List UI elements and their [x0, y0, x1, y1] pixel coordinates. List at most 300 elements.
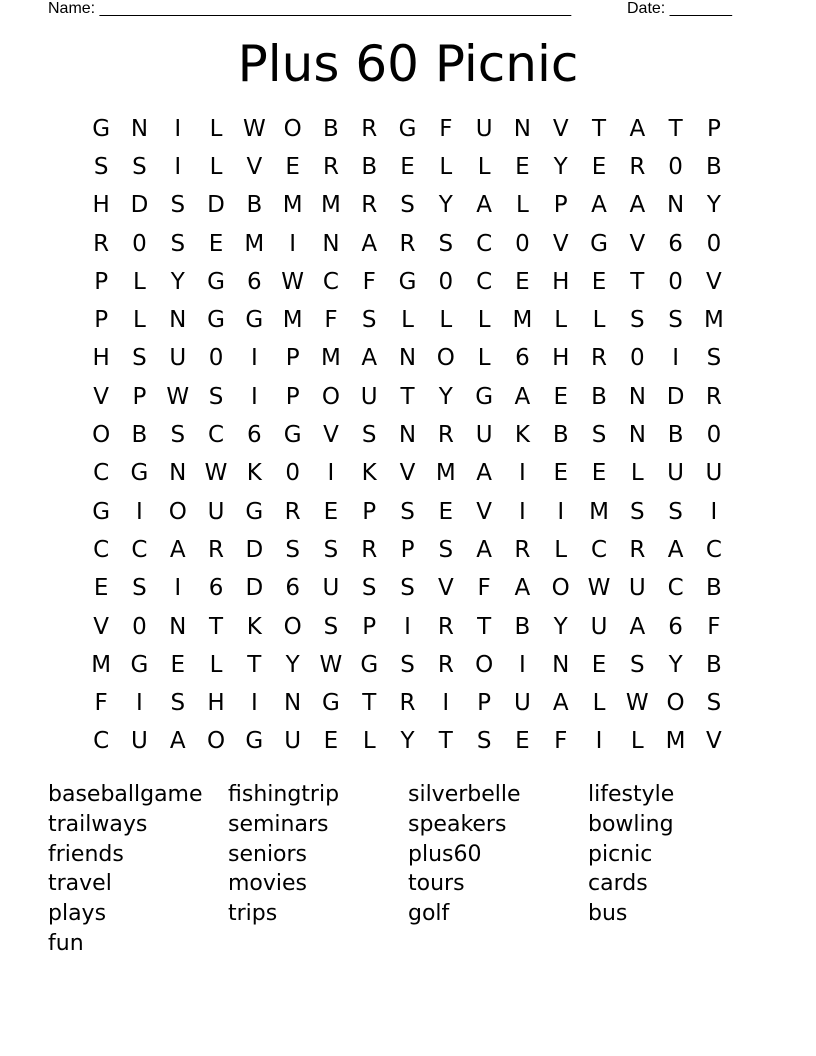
grid-letter: C	[93, 536, 110, 563]
grid-letter: V	[476, 498, 492, 525]
grid-letter: F	[477, 575, 491, 602]
grid-letter: W	[242, 115, 266, 142]
grid-letter: G	[590, 230, 608, 257]
grid-letter: C	[667, 575, 684, 602]
word-bank-item: fun	[48, 930, 84, 956]
grid-letter: O	[436, 345, 455, 372]
grid-letter: H	[552, 268, 570, 295]
grid-letter: V	[437, 575, 454, 602]
date-field: Date: _______	[627, 0, 732, 17]
word-bank-item: movies	[228, 871, 308, 897]
grid-letter: 0	[515, 230, 530, 257]
grid-letter: L	[477, 153, 491, 180]
word-bank-item: speakers	[408, 811, 507, 837]
grid-letter: G	[130, 651, 149, 678]
grid-letter: U	[131, 728, 148, 755]
grid-letter: V	[552, 115, 569, 142]
grid-letter: C	[93, 460, 110, 487]
grid-letter: N	[284, 690, 302, 717]
grid-letter: A	[476, 536, 492, 563]
grid-letter: N	[666, 192, 685, 219]
grid-letter: P	[132, 383, 147, 410]
grid-letter: T	[362, 690, 377, 717]
grid-letter: U	[628, 575, 646, 602]
grid-letter: H	[207, 690, 225, 717]
grid-letter: S	[361, 422, 377, 449]
grid-letter: Y	[170, 268, 185, 295]
grid-letter: C	[476, 268, 493, 295]
grid-letter: U	[169, 345, 187, 372]
grid-letter: T	[668, 115, 683, 142]
grid-letter: E	[591, 460, 607, 487]
grid-letter: Y	[438, 192, 453, 219]
grid-letter: D	[130, 192, 149, 219]
grid-letter: N	[552, 651, 570, 678]
grid-letter: I	[404, 613, 411, 640]
grid-letter: E	[323, 498, 339, 525]
grid-letter: A	[591, 192, 607, 219]
grid-letter: O	[666, 690, 685, 717]
grid-letter: I	[136, 498, 143, 525]
grid-letter: M	[665, 728, 686, 755]
grid-letter: G	[245, 307, 264, 334]
grid-letter: S	[706, 690, 722, 717]
word-bank	[48, 780, 768, 959]
grid-letter: L	[592, 307, 606, 334]
grid-letter: I	[174, 153, 182, 180]
grid-letter: F	[324, 307, 338, 334]
grid-letter: G	[398, 115, 417, 142]
grid-letter: A	[476, 192, 492, 219]
grid-letter: N	[169, 460, 187, 487]
grid-letter: V	[323, 422, 339, 449]
grid-letter: L	[630, 728, 644, 755]
grid-letter: W	[281, 268, 304, 295]
grid-letter: S	[706, 345, 722, 372]
grid-letter: F	[362, 268, 376, 295]
grid-letter: B	[323, 115, 339, 142]
grid-letter: Y	[553, 153, 568, 180]
grid-letter: G	[130, 460, 149, 487]
grid-letter: T	[630, 268, 645, 295]
word-bank-item: bowling	[588, 811, 674, 837]
word-bank-item: friends	[48, 841, 124, 867]
grid-letter: B	[706, 651, 722, 678]
grid-letter: W	[587, 575, 611, 602]
grid-letter: L	[401, 307, 414, 334]
word-bank-item: tours	[408, 871, 465, 897]
word-bank-item: travel	[48, 871, 112, 897]
grid-letter: O	[551, 575, 570, 602]
grid-letter: S	[208, 383, 224, 410]
grid-letter: A	[667, 536, 684, 563]
grid-letter: A	[629, 613, 646, 640]
grid-letter: T	[209, 613, 224, 640]
grid-letter: 6	[285, 575, 300, 602]
grid-letter: I	[174, 115, 182, 142]
grid-letter: P	[285, 383, 300, 410]
grid-letter: L	[630, 460, 644, 487]
grid-letter: A	[514, 383, 531, 410]
grid-letter: E	[553, 383, 568, 410]
grid-letter: S	[630, 498, 645, 525]
grid-letter: I	[136, 690, 143, 717]
grid-letter: V	[552, 230, 569, 257]
grid-letter: R	[705, 383, 722, 410]
letter-grid	[82, 110, 733, 761]
grid-letter: S	[132, 345, 147, 372]
grid-letter: E	[515, 728, 530, 755]
grid-letter: E	[591, 268, 607, 295]
grid-letter: L	[362, 728, 376, 755]
grid-letter: S	[668, 498, 683, 525]
grid-letter: L	[133, 307, 146, 334]
word-bank-item: fishingtrip	[228, 782, 340, 807]
grid-letter: U	[475, 422, 493, 449]
grid-letter: A	[169, 536, 186, 563]
grid-letter: S	[400, 575, 415, 602]
grid-letter: H	[92, 345, 110, 372]
word-bank-item: lifestyle	[588, 782, 675, 807]
grid-letter: G	[360, 651, 379, 678]
grid-letter: V	[246, 153, 263, 180]
grid-letter: I	[250, 383, 258, 410]
grid-letter: S	[93, 153, 109, 180]
grid-letter: U	[207, 498, 225, 525]
grid-letter: P	[706, 115, 721, 142]
word-bank-item: silverbelle	[408, 782, 521, 807]
grid-letter: K	[246, 613, 262, 640]
grid-letter: U	[590, 613, 608, 640]
grid-letter: V	[706, 728, 722, 755]
grid-letter: Y	[668, 651, 683, 678]
grid-letter: S	[323, 613, 339, 640]
grid-letter: U	[513, 690, 531, 717]
grid-letter: R	[284, 498, 301, 525]
grid-letter: O	[283, 115, 302, 142]
grid-letter: N	[513, 115, 532, 142]
grid-letter: P	[362, 613, 377, 640]
word-bank-item: bus	[588, 901, 628, 927]
grid-letter: Y	[553, 613, 568, 640]
grid-letter: P	[362, 498, 377, 525]
grid-letter: S	[170, 690, 186, 717]
grid-letter: 0	[668, 153, 683, 180]
grid-letter: M	[435, 460, 456, 487]
grid-letter: Y	[438, 383, 453, 410]
grid-letter: B	[706, 575, 722, 602]
grid-letter: I	[250, 345, 258, 372]
grid-letter: O	[168, 498, 187, 525]
grid-letter: A	[629, 192, 646, 219]
grid-letter: S	[323, 536, 339, 563]
grid-letter: E	[400, 153, 415, 180]
grid-letter: K	[514, 422, 530, 449]
grid-letter: R	[208, 536, 225, 563]
grid-letter: S	[400, 498, 415, 525]
grid-letter: E	[285, 153, 300, 180]
grid-letter: S	[630, 307, 645, 334]
grid-letter: R	[361, 192, 378, 219]
grid-letter: M	[703, 307, 724, 334]
grid-letter: A	[514, 575, 531, 602]
word-bank-item: seniors	[228, 841, 308, 867]
grid-letter: V	[93, 613, 110, 640]
grid-letter: I	[327, 460, 335, 487]
grid-letter: G	[207, 268, 225, 295]
grid-letter: T	[477, 613, 492, 640]
grid-letter: G	[92, 115, 111, 142]
grid-letter: G	[207, 307, 225, 334]
grid-letter: R	[629, 153, 646, 180]
grid-letter: D	[666, 383, 685, 410]
grid-letter: P	[477, 690, 492, 717]
grid-letter: S	[438, 230, 454, 257]
grid-letter: O	[321, 383, 340, 410]
word-bank-item: golf	[408, 901, 450, 927]
grid-letter: 0	[285, 460, 300, 487]
grid-letter: E	[170, 651, 186, 678]
grid-letter: P	[400, 536, 415, 563]
grid-letter: O	[475, 651, 494, 678]
grid-letter: U	[360, 383, 378, 410]
grid-letter: B	[514, 613, 531, 640]
grid-letter: S	[591, 422, 607, 449]
grid-letter: L	[592, 690, 606, 717]
grid-letter: 6	[515, 345, 530, 372]
grid-letter: R	[514, 536, 531, 563]
grid-letter: R	[437, 613, 454, 640]
grid-letter: D	[207, 192, 225, 219]
grid-letter: M	[589, 498, 609, 525]
grid-letter: I	[595, 728, 603, 755]
grid-letter: W	[166, 383, 190, 410]
grid-letter: S	[400, 192, 415, 219]
grid-letter: E	[438, 498, 454, 525]
grid-letter: 6	[668, 230, 683, 257]
grid-letter: F	[94, 690, 108, 717]
grid-letter: G	[245, 728, 264, 755]
grid-letter: S	[170, 192, 186, 219]
grid-letter: T	[247, 651, 262, 678]
grid-letter: L	[209, 115, 223, 142]
grid-letter: G	[245, 498, 264, 525]
grid-letter: E	[323, 728, 339, 755]
grid-letter: 0	[706, 422, 722, 449]
grid-letter: V	[706, 268, 722, 295]
grid-letter: O	[283, 613, 302, 640]
grid-letter: S	[361, 575, 377, 602]
grid-letter: L	[554, 307, 568, 334]
word-bank-item: picnic	[588, 841, 653, 867]
grid-letter: B	[361, 153, 378, 180]
grid-letter: N	[169, 613, 187, 640]
grid-letter: N	[398, 345, 417, 372]
grid-letter: G	[398, 268, 417, 295]
grid-letter: U	[322, 575, 340, 602]
grid-letter: S	[476, 728, 492, 755]
grid-letter: R	[399, 690, 416, 717]
grid-letter: R	[361, 536, 378, 563]
grid-letter: L	[439, 307, 453, 334]
grid-letter: S	[170, 422, 186, 449]
grid-letter: R	[629, 536, 646, 563]
grid-letter: I	[519, 498, 526, 525]
grid-letter: E	[515, 153, 530, 180]
grid-letter: 0	[208, 345, 224, 372]
grid-letter: A	[476, 460, 492, 487]
grid-letter: E	[553, 460, 568, 487]
grid-letter: A	[169, 728, 186, 755]
grid-letter: Y	[285, 651, 300, 678]
grid-letter: E	[93, 575, 109, 602]
grid-letter: Y	[706, 192, 721, 219]
grid-letter: H	[92, 192, 110, 219]
grid-letter: S	[132, 153, 147, 180]
grid-letter: G	[322, 690, 340, 717]
grid-letter: S	[438, 536, 454, 563]
grid-letter: 6	[668, 613, 683, 640]
grid-letter: U	[667, 460, 685, 487]
grid-letter: A	[361, 345, 378, 372]
grid-letter: S	[400, 651, 415, 678]
grid-letter: R	[399, 230, 416, 257]
grid-letter: E	[208, 230, 224, 257]
grid-letter: S	[361, 307, 377, 334]
grid-letter: N	[130, 115, 149, 142]
grid-letter: A	[552, 690, 569, 717]
grid-letter: 6	[247, 268, 262, 295]
grid-letter: I	[519, 651, 526, 678]
grid-letter: I	[557, 498, 565, 525]
grid-letter: Y	[400, 728, 415, 755]
grid-letter: N	[628, 422, 646, 449]
grid-letter: N	[169, 307, 187, 334]
grid-letter: 0	[629, 345, 645, 372]
grid-letter: O	[92, 422, 111, 449]
grid-letter: L	[477, 345, 491, 372]
grid-letter: I	[519, 460, 526, 487]
word-bank-item: trips	[228, 901, 278, 927]
grid-letter: E	[591, 153, 607, 180]
word-bank-item: baseballgame	[48, 782, 203, 807]
grid-letter: A	[629, 115, 646, 142]
grid-letter: B	[552, 422, 569, 449]
grid-letter: W	[204, 460, 228, 487]
grid-letter: P	[94, 268, 109, 295]
grid-letter: R	[361, 115, 378, 142]
word-bank-item: plus60	[408, 841, 482, 867]
grid-letter: B	[131, 422, 148, 449]
grid-letter: C	[131, 536, 148, 563]
grid-letter: D	[245, 575, 264, 602]
grid-letter: F	[554, 728, 568, 755]
grid-letter: G	[475, 383, 494, 410]
grid-letter: M	[282, 307, 303, 334]
grid-letter: M	[321, 192, 341, 219]
grid-letter: C	[93, 728, 110, 755]
grid-letter: T	[591, 115, 607, 142]
grid-letter: H	[552, 345, 570, 372]
grid-letter: K	[361, 460, 377, 487]
grid-letter: R	[93, 230, 110, 257]
grid-letter: I	[174, 575, 182, 602]
grid-letter: S	[285, 536, 300, 563]
grid-letter: A	[361, 230, 378, 257]
grid-letter: L	[554, 536, 568, 563]
grid-letter: I	[710, 498, 718, 525]
grid-letter: W	[319, 651, 343, 678]
grid-letter: 0	[132, 613, 147, 640]
grid-letter: 6	[208, 575, 224, 602]
page-title: Plus 60 Picnic	[237, 35, 579, 93]
grid-letter: U	[705, 460, 723, 487]
grid-letter: N	[628, 383, 646, 410]
grid-letter: E	[515, 268, 530, 295]
grid-letter: I	[672, 345, 679, 372]
grid-letter: L	[209, 153, 223, 180]
grid-letter: F	[439, 115, 453, 142]
grid-letter: M	[512, 307, 533, 334]
grid-letter: V	[93, 383, 110, 410]
word-bank-item: plays	[48, 901, 107, 927]
grid-letter: C	[705, 536, 722, 563]
word-bank-item: cards	[588, 871, 648, 897]
grid-letter: P	[553, 192, 568, 219]
grid-letter: S	[668, 307, 683, 334]
grid-letter: G	[92, 498, 111, 525]
grid-letter: P	[94, 307, 109, 334]
word-bank-item: trailways	[48, 811, 148, 837]
grid-letter: U	[284, 728, 302, 755]
grid-letter: L	[439, 153, 453, 180]
name-field: Name: _____________________________________________________	[48, 0, 572, 17]
grid-letter: T	[438, 728, 453, 755]
grid-letter: C	[208, 422, 225, 449]
grid-letter: 0	[132, 230, 147, 257]
grid-letter: G	[283, 422, 302, 449]
grid-letter: C	[322, 268, 339, 295]
grid-letter: T	[400, 383, 415, 410]
grid-letter: M	[91, 651, 112, 678]
grid-letter: O	[206, 728, 226, 755]
grid-letter: V	[399, 460, 416, 487]
grid-letter: B	[706, 153, 722, 180]
grid-letter: B	[591, 383, 607, 410]
grid-letter: M	[321, 345, 341, 372]
grid-letter: N	[398, 422, 417, 449]
grid-letter: 0	[706, 230, 722, 257]
grid-letter: W	[625, 690, 649, 717]
word-bank-item: seminars	[228, 811, 329, 837]
grid-letter: K	[246, 460, 262, 487]
grid-letter: M	[282, 192, 303, 219]
grid-letter: C	[476, 230, 493, 257]
grid-letter: F	[707, 613, 721, 640]
grid-letter: R	[437, 422, 454, 449]
grid-letter: 0	[438, 268, 454, 295]
grid-letter: L	[477, 307, 491, 334]
grid-letter: V	[629, 230, 646, 257]
grid-letter: I	[289, 230, 297, 257]
grid-letter: N	[322, 230, 340, 257]
grid-letter: L	[133, 268, 146, 295]
grid-letter: M	[244, 230, 265, 257]
grid-letter: S	[132, 575, 147, 602]
grid-letter: L	[516, 192, 529, 219]
grid-letter: I	[250, 690, 258, 717]
grid-letter: L	[209, 651, 223, 678]
